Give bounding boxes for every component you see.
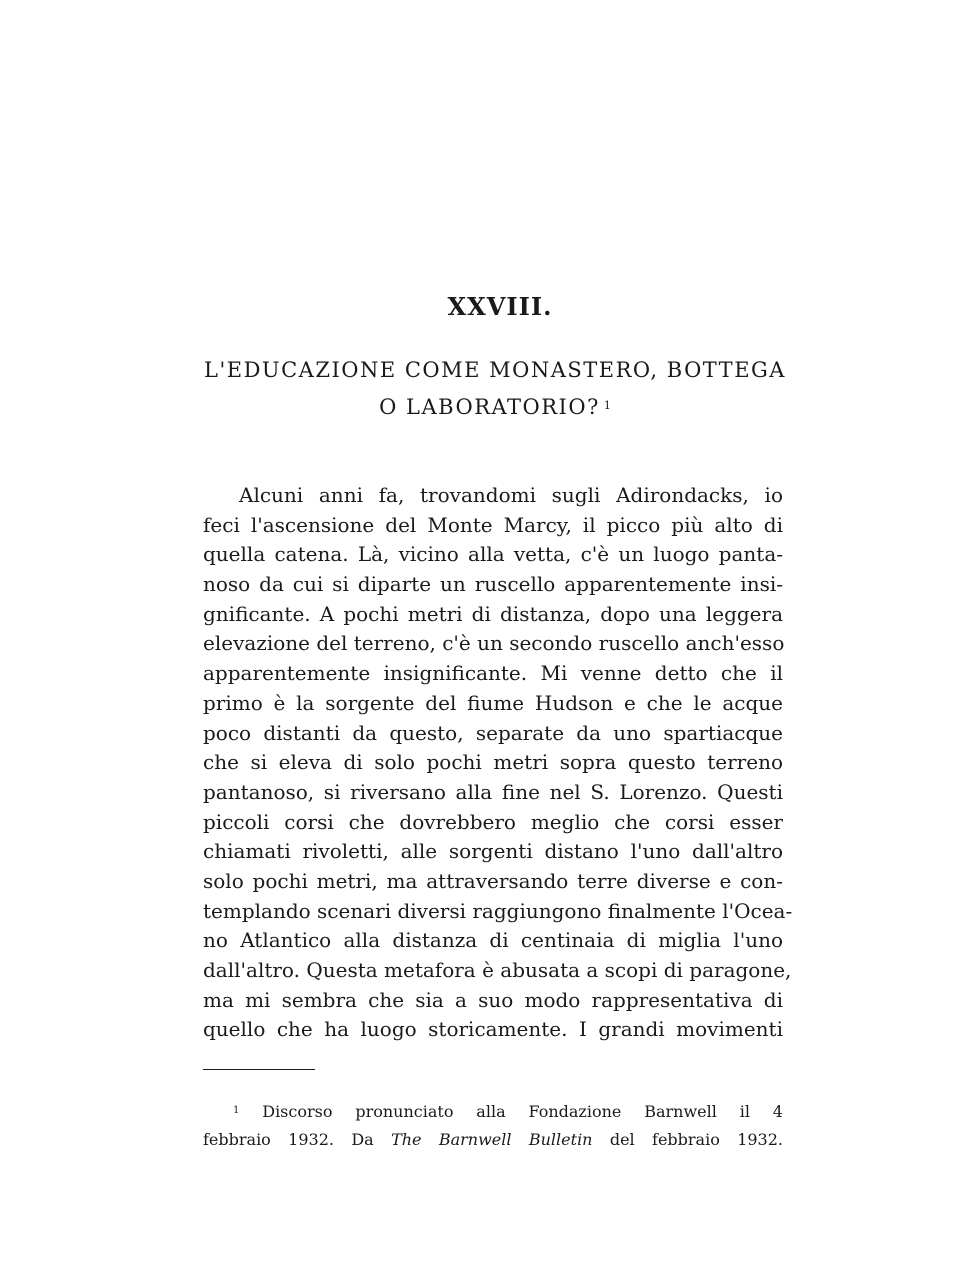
chapter-title-line-2-text: O LABORATORIO? [379, 395, 600, 419]
body-line: quella catena. Là, vicino alla vetta, c'è un luogo panta- [203, 542, 783, 567]
chapter-number: XXVIII. [447, 292, 553, 321]
chapter-title-line-1: L'EDUCAZIONE COME MONASTERO, BOTTEGA [204, 358, 786, 382]
footnote-source-title: The Barnwell Bulletin [391, 1130, 593, 1149]
body-line: dall'altro. Questa metafora è abusata a scopi di paragone, [203, 958, 792, 982]
body-line: templando scenari diversi raggiungono finalmente l'Ocea- [203, 898, 793, 923]
footnote-text-2b: del febbraio 1932. [592, 1130, 783, 1149]
footnote [203, 1098, 783, 1154]
body-line: chiamati rivoletti, alle sorgenti distano l'uno dall'altro [203, 839, 783, 864]
body-line: primo è la sorgente del fiume Hudson e che le acque [203, 690, 783, 715]
body-line: pantanoso, si riversano alla fine nel S. Lorenzo. Questi [203, 779, 783, 804]
chapter-title [190, 352, 800, 426]
body-line: no Atlantico alla distanza di centinaia di miglia l'uno [203, 928, 783, 953]
body-line: noso da cui si diparte un ruscello apparentemente insi- [203, 572, 783, 597]
chapter-title-line-2 [190, 389, 800, 426]
footnote-divider [203, 1069, 315, 1070]
footnote-marker: 1 [233, 1105, 240, 1116]
footnote-text-1: Discorso pronunciato alla Fondazione Barnwell il 4 [262, 1102, 783, 1121]
footnote-line-2 [203, 1126, 783, 1154]
body-line: elevazione del terreno, c'è un secondo ruscello anch'esso [203, 631, 785, 656]
body-text [203, 481, 793, 1045]
footnote-line-1 [203, 1098, 783, 1126]
body-line: Alcuni anni fa, trovandomi sugli Adirondacks, io [239, 483, 783, 507]
footnote-text-2a: febbraio 1932. Da [203, 1130, 392, 1149]
body-line: quello che ha luogo storicamente. I grandi movimenti [203, 1017, 783, 1042]
body-line: poco distanti da questo, separate da uno spartiacque [203, 720, 783, 745]
body-line: piccoli corsi che dovrebbero meglio che corsi esser [203, 809, 783, 834]
body-line: feci l'ascensione del Monte Marcy, il picco più alto di [203, 512, 783, 537]
body-line: che si eleva di solo pochi metri sopra questo terreno [203, 750, 783, 775]
body-line: apparentemente insignificante. Mi venne detto che il [203, 661, 783, 686]
body-line: gnificante. A pochi metri di distanza, dopo una leggera [203, 601, 783, 626]
body-line: ma mi sembra che sia a suo modo rappresentativa di [203, 987, 783, 1012]
footnote-reference-marker: 1 [603, 399, 611, 412]
body-line: solo pochi metri, ma attraversando terre diverse e con- [203, 868, 783, 893]
